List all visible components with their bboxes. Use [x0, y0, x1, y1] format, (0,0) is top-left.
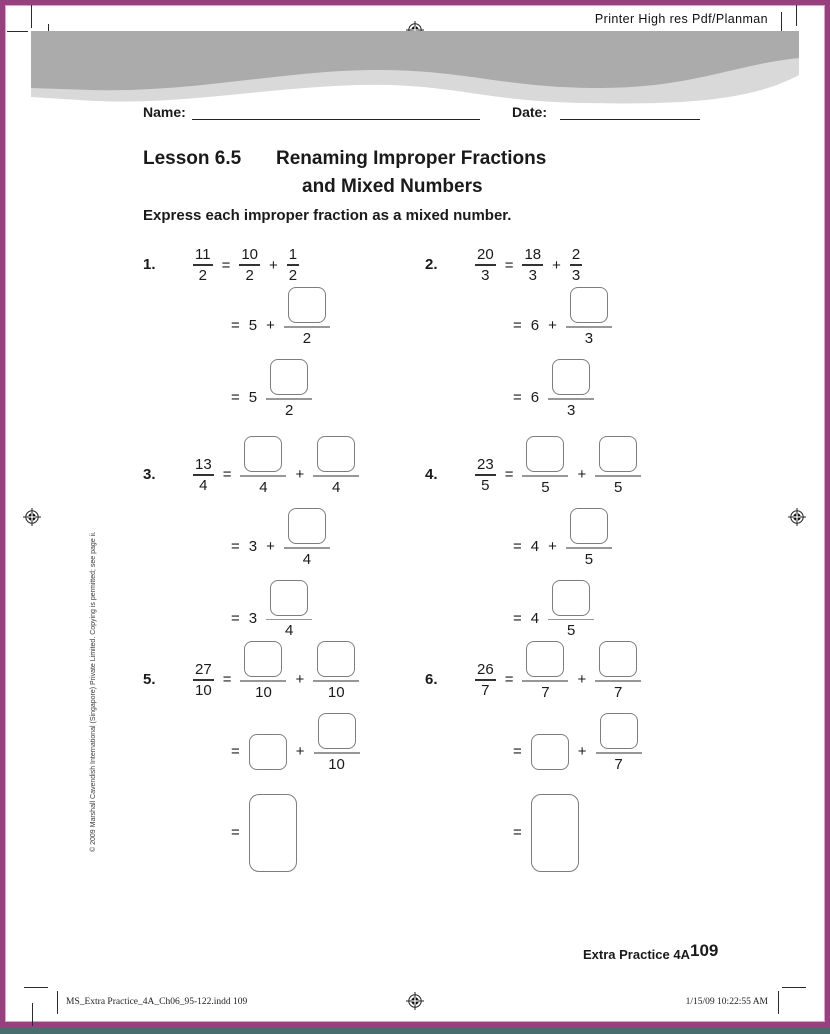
answer-box[interactable] [599, 436, 637, 472]
fraction-term: $\frac{18}{3}$ [524, 246, 542, 284]
problem-number: 4. [425, 466, 438, 483]
plus-sign: + [266, 538, 275, 556]
equals-sign: = [513, 743, 522, 761]
equation-row [193, 246, 330, 284]
name-write-line[interactable] [192, 105, 480, 120]
answer-box[interactable] [288, 287, 326, 323]
equals-sign: = [513, 824, 522, 842]
equals-sign: = [231, 824, 240, 842]
answer-box[interactable] [552, 580, 590, 616]
equals-sign: = [504, 466, 514, 484]
answer-box[interactable] [570, 508, 608, 544]
slug-datetime: 1/15/09 10:22:55 AM [685, 997, 768, 1007]
plus-sign: + [577, 466, 587, 484]
equals-sign: = [504, 671, 514, 689]
problem-4 [425, 445, 641, 648]
plus-sign: + [295, 743, 305, 761]
problem-work [475, 445, 641, 648]
problem-work [193, 246, 330, 428]
registration-mark-bottom [404, 990, 426, 1012]
equation-row [231, 722, 360, 782]
copyright-sidebar-text: © 2009 Marshall Cavendish International (Singapore) Private Limited. Copying is permitted; see page ii. [90, 531, 97, 852]
footer-book-title: Extra Practice 4A [583, 947, 690, 962]
given-fraction: $\frac{26}{7}$ [477, 660, 494, 699]
given-fraction: $\frac{20}{3}$ [477, 246, 494, 284]
given-fraction: $\frac{11}{2}$ [195, 246, 211, 284]
answer-box[interactable] [270, 580, 308, 616]
given-fraction: $\frac{23}{5}$ [477, 455, 494, 494]
answer-box[interactable] [599, 641, 637, 677]
problem-number: 3. [143, 466, 156, 483]
equation-row [231, 296, 330, 356]
equation-row [513, 517, 641, 577]
plus-sign: + [577, 671, 587, 689]
slug-bracket-line [778, 991, 779, 1014]
problem-number: 5. [143, 671, 156, 688]
box-fraction: 7 [522, 641, 568, 701]
whole-number: 5 [248, 317, 258, 335]
box-fraction: 4 [313, 436, 359, 496]
instruction-text: Express each improper fraction as a mixed number. [143, 207, 512, 224]
box-fraction: 5 [566, 508, 612, 568]
equals-sign: = [231, 609, 240, 627]
date-label: Date: [512, 104, 548, 120]
box-fraction: 4 [284, 508, 330, 568]
equation-row [231, 794, 360, 872]
box-fraction: 2 [266, 359, 312, 419]
wave-banner [31, 31, 799, 111]
equation-row [513, 589, 641, 649]
whole-number: 3 [248, 609, 258, 627]
equals-sign: = [222, 466, 232, 484]
equals-sign: = [222, 671, 232, 689]
answer-box[interactable] [526, 641, 564, 677]
equation-row [475, 445, 641, 505]
equals-sign: = [504, 256, 514, 274]
problem-work [193, 445, 359, 648]
final-answer-box[interactable] [531, 794, 579, 872]
plus-sign: + [548, 317, 557, 335]
registration-mark-right [786, 506, 808, 528]
box-fraction: 7 [596, 713, 642, 773]
equals-sign: = [231, 743, 240, 761]
box-fraction: 2 [284, 287, 330, 347]
plus-sign: + [577, 743, 587, 761]
box-fraction: 5 [522, 436, 568, 496]
problem-2 [425, 246, 612, 428]
registration-mark-left [21, 506, 43, 528]
problem-work [475, 650, 642, 872]
equals-sign: = [231, 317, 240, 335]
equation-row [193, 445, 359, 505]
problem-number: 1. [143, 256, 156, 273]
problem-5 [143, 650, 360, 872]
box-fraction: 3 [548, 359, 594, 419]
equation-row [231, 517, 359, 577]
crop-mark [782, 987, 806, 988]
answer-box[interactable] [600, 713, 638, 749]
final-answer-box[interactable] [249, 794, 297, 872]
crop-mark [7, 31, 28, 32]
problem-number: 6. [425, 671, 438, 688]
page-title-line2: and Mixed Numbers [302, 176, 483, 197]
equation-row [475, 650, 642, 710]
equation-row [231, 589, 359, 649]
problem-work [475, 246, 612, 428]
whole-number: 3 [248, 538, 258, 556]
answer-box[interactable] [249, 734, 287, 770]
equation-row [193, 650, 360, 710]
lesson-number: Lesson 6.5 [143, 148, 242, 169]
slug-filename: MS_Extra Practice_4A_Ch06_95-122.indd 109 [66, 997, 248, 1007]
box-fraction: 3 [566, 287, 612, 347]
given-fraction: $\frac{27}{10}$ [195, 660, 212, 699]
equals-sign: = [231, 538, 240, 556]
equation-row [231, 368, 330, 428]
date-write-line[interactable] [560, 105, 700, 120]
crop-mark [796, 5, 797, 26]
plus-sign: + [552, 256, 561, 274]
box-fraction: 4 [240, 436, 286, 496]
equation-row [513, 368, 612, 428]
given-fraction: $\frac{13}{4}$ [195, 455, 212, 494]
equals-sign: = [513, 389, 522, 407]
equals-sign: = [513, 538, 522, 556]
answer-box[interactable] [244, 436, 282, 472]
problem-3 [143, 445, 359, 648]
answer-box[interactable] [318, 713, 356, 749]
answer-box[interactable] [270, 359, 308, 395]
plus-sign: + [295, 671, 305, 689]
whole-number: 4 [530, 538, 540, 556]
equals-sign: = [231, 389, 240, 407]
plus-sign: + [266, 317, 275, 335]
equals-sign: = [513, 317, 522, 335]
answer-box[interactable] [531, 734, 569, 770]
box-fraction: 5 [595, 436, 641, 496]
whole-number: 5 [248, 389, 258, 407]
equation-row [513, 794, 642, 872]
answer-box[interactable] [317, 436, 355, 472]
answer-box[interactable] [317, 641, 355, 677]
whole-number: 6 [530, 389, 540, 407]
crop-mark [24, 987, 48, 988]
answer-box[interactable] [526, 436, 564, 472]
box-fraction: 10 [313, 641, 359, 701]
equation-row [513, 722, 642, 782]
plus-sign: + [269, 256, 278, 274]
crop-mark [32, 1003, 33, 1026]
equals-sign: = [513, 609, 522, 627]
box-fraction: 10 [314, 713, 360, 773]
fraction-term: $\frac{2}{3}$ [571, 246, 581, 284]
equation-row [513, 296, 612, 356]
answer-box[interactable] [570, 287, 608, 323]
box-fraction: 4 [266, 580, 312, 640]
problem-number: 2. [425, 256, 438, 273]
answer-box[interactable] [288, 508, 326, 544]
problem-1 [143, 246, 330, 428]
crop-mark [31, 5, 32, 28]
slug-bracket-line [57, 991, 58, 1014]
plus-sign: + [295, 466, 305, 484]
printer-bar-label: Printer High res Pdf/Planman [594, 12, 768, 26]
crop-mark [781, 12, 782, 33]
fraction-term: $\frac{10}{2}$ [241, 246, 259, 284]
whole-number: 6 [530, 317, 540, 335]
fraction-term: $\frac{1}{2}$ [288, 246, 298, 284]
page-title-line1: Renaming Improper Fractions [276, 148, 547, 169]
bottom-teal-strip [0, 1027, 830, 1034]
footer-page-number: 109 [690, 941, 719, 960]
whole-number: 4 [530, 609, 540, 627]
problem-6 [425, 650, 642, 872]
problem-work [193, 650, 360, 872]
answer-box[interactable] [244, 641, 282, 677]
equals-sign: = [221, 256, 231, 274]
name-label: Name: [143, 104, 186, 120]
answer-box[interactable] [552, 359, 590, 395]
box-fraction: 7 [595, 641, 641, 701]
plus-sign: + [548, 538, 557, 556]
box-fraction: 10 [240, 641, 286, 701]
box-fraction: 5 [548, 580, 594, 640]
equation-row [475, 246, 612, 284]
